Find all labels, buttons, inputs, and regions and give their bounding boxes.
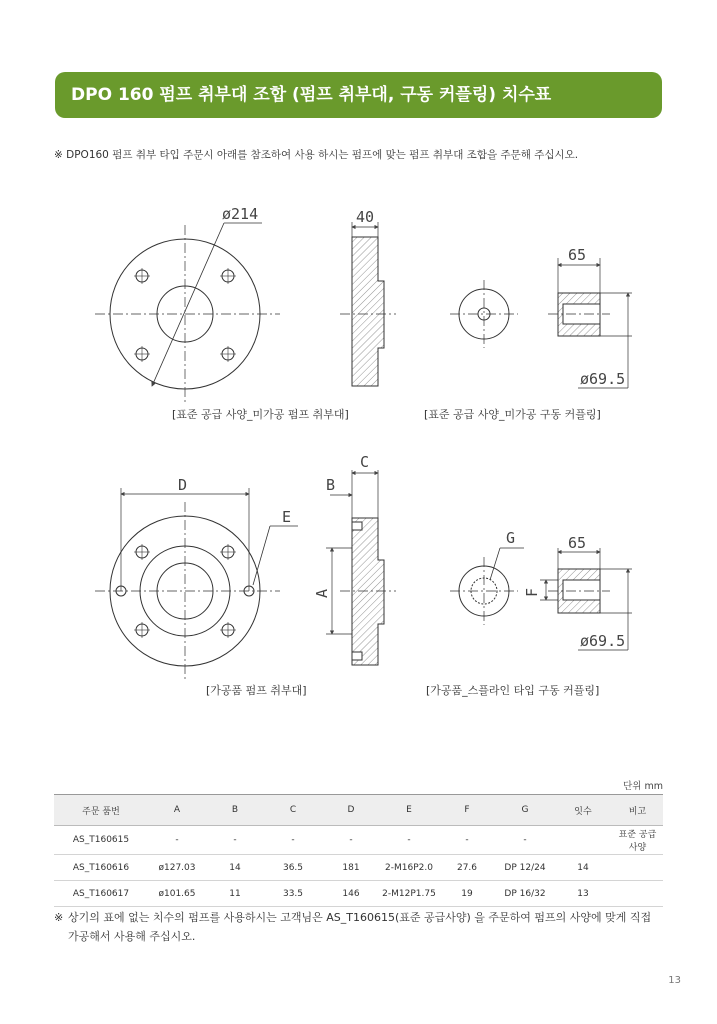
- label-C: C: [360, 453, 370, 471]
- cell: 2-M16P2.0: [380, 855, 438, 881]
- note-text: 상기의 표에 없는 치수의 펌프를 사용하시는 고객님은 AS_T160615(표준 공급사양) 을 주문하여 펌프의 사양에 맞게 직접 가공해서 사용해 주십시오.: [68, 911, 652, 943]
- cell: -: [380, 826, 438, 855]
- page-title: DPO 160 펌프 취부대 조합 (펌프 취부대, 구동 커플링) 치수표: [55, 72, 662, 118]
- order-note: ※ DPO160 펌프 취부 타입 주문시 아래를 참조하여 사용 하시는 펌프에 맞는 펌프 취부대 조합을 주문해 주십시오.: [54, 149, 579, 161]
- mach-mount-side-view: [326, 470, 396, 665]
- cell: ø127.03: [148, 855, 206, 881]
- header-order-no: 주문 품번: [54, 795, 148, 826]
- header-D: D: [322, 795, 380, 826]
- header-E: E: [380, 795, 438, 826]
- cell: DP 12/24: [496, 855, 554, 881]
- cell: 14: [554, 855, 612, 881]
- cell: 14: [206, 855, 264, 881]
- cell: 146: [322, 881, 380, 907]
- cell: [612, 881, 663, 907]
- cell: 36.5: [264, 855, 322, 881]
- table-header-row: [54, 795, 663, 826]
- label-G: G: [506, 529, 516, 547]
- dim-thickness-40: 40: [356, 208, 375, 226]
- std-mount-side-view: [340, 222, 396, 386]
- cell: AS_T160616: [54, 855, 148, 881]
- header-B: B: [206, 795, 264, 826]
- label-B: B: [326, 476, 336, 494]
- note-mark: ※: [54, 911, 64, 924]
- cell: 표준 공급 사양: [612, 826, 663, 855]
- dim-coupling-length-65-bottom: 65: [568, 534, 587, 552]
- cell: [554, 826, 612, 855]
- mach-mount-front-view: [95, 488, 298, 680]
- table-row: [54, 855, 663, 881]
- cell: -: [496, 826, 554, 855]
- std-mount-front-view: [95, 223, 280, 405]
- caption-spline-coupling: [가공품_스플라인 타입 구동 커플링]: [426, 684, 600, 697]
- cell: 19: [438, 881, 496, 907]
- cell: -: [438, 826, 496, 855]
- label-E: E: [282, 508, 292, 526]
- cell: 33.5: [264, 881, 322, 907]
- dim-coupling-length-65-top: 65: [568, 246, 587, 264]
- cell: AS_T160615: [54, 826, 148, 855]
- caption-mach-mount: [가공품 펌프 취부대]: [206, 684, 307, 697]
- label-D: D: [178, 476, 188, 494]
- label-F: F: [523, 587, 541, 597]
- cell: 13: [554, 881, 612, 907]
- custom-order-note: [54, 908, 664, 946]
- std-coupling-side-view: [548, 258, 632, 388]
- header-A: A: [148, 795, 206, 826]
- caption-std-coupling: [표준 공급 사양_미가공 구동 커플링]: [424, 408, 601, 421]
- header-C: C: [264, 795, 322, 826]
- label-A: A: [313, 588, 331, 598]
- header-F: F: [438, 795, 496, 826]
- cell: 181: [322, 855, 380, 881]
- caption-std-mount: [표준 공급 사양_미가공 펌프 취부대]: [172, 408, 349, 421]
- cell: [612, 855, 663, 881]
- cell: DP 16/32: [496, 881, 554, 907]
- spline-coupling-front-view: [450, 548, 524, 625]
- cell: 2-M12P1.75: [380, 881, 438, 907]
- unit-label: 단위 mm: [623, 781, 663, 792]
- dim-diameter-214: ø214: [222, 205, 259, 223]
- page-number: 13: [668, 975, 681, 986]
- dim-coupling-diameter-top: ø69.5: [580, 370, 626, 388]
- header-G: G: [496, 795, 554, 826]
- cell: 11: [206, 881, 264, 907]
- cell: -: [322, 826, 380, 855]
- dimension-table: [54, 794, 663, 907]
- cell: 27.6: [438, 855, 496, 881]
- std-coupling-front-view: [450, 280, 518, 348]
- cell: -: [206, 826, 264, 855]
- header-remarks: 비고: [612, 795, 663, 826]
- cell: ø101.65: [148, 881, 206, 907]
- cell: AS_T160617: [54, 881, 148, 907]
- table-row: [54, 881, 663, 907]
- cell: -: [264, 826, 322, 855]
- table-row: [54, 826, 663, 855]
- header-teeth: 잇수: [554, 795, 612, 826]
- cell: -: [148, 826, 206, 855]
- dim-coupling-diameter-bottom: ø69.5: [580, 632, 626, 650]
